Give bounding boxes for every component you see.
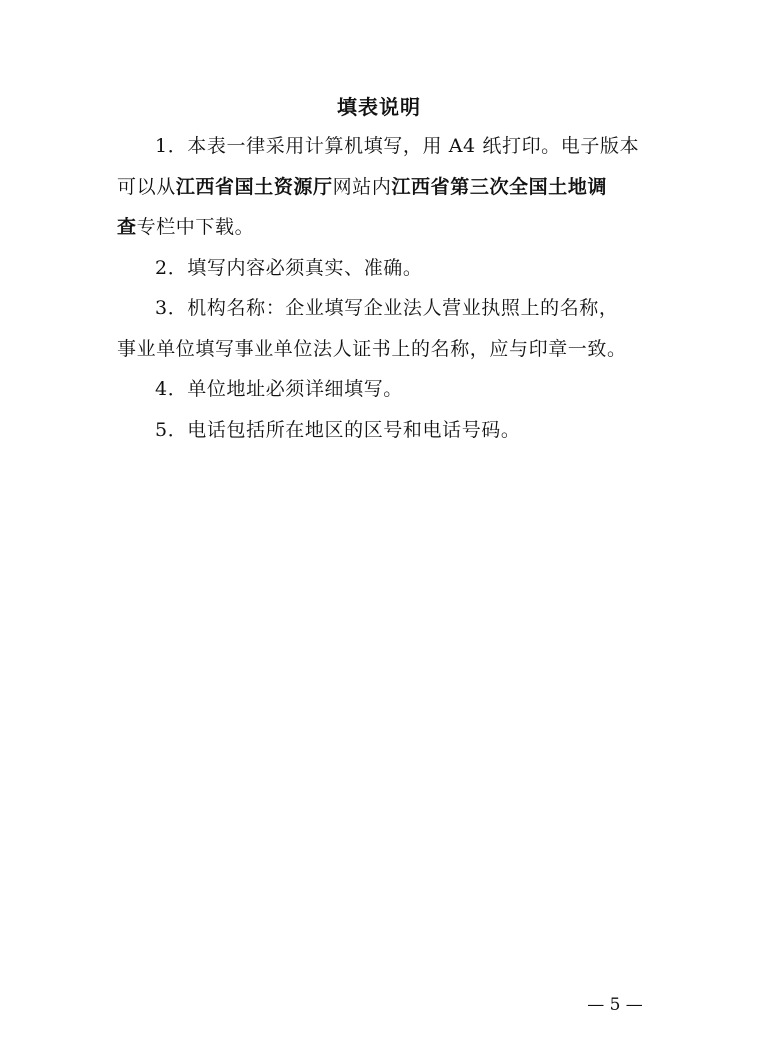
instruction-item-5: 5．电话包括所在地区的区号和电话号码。 [155,418,521,441]
survey-name-bold: 江西省第三次全国土地调 [391,175,608,198]
instruction-item-3-line-2: 事业单位填写事业单位法人证书上的名称，应与印章一致。 [117,337,627,360]
instruction-item-1 [117,126,647,248]
instruction-item-1-line-1: 1．本表一律采用计算机填写，用 A4 纸打印。电子版本 [155,135,640,157]
text-segment: 专栏中下载。 [136,216,255,238]
bureau-name-bold: 江西省国土资源厅 [175,175,333,198]
instruction-item-3 [117,288,647,369]
instruction-item-4: 4．单位地址必须详细填写。 [155,378,403,400]
instruction-item-1-line-2 [117,167,647,208]
instructions-body [117,126,647,450]
instruction-item-2: 2．填写内容必须真实、准确。 [155,256,423,279]
survey-name-bold-end: 查 [117,216,137,238]
instruction-item-3-line-1: 3．机构名称：企业填写企业法人营业执照上的名称， [155,297,619,319]
document-title: 填表说明 [337,95,421,119]
instruction-item-1-line-3 [117,207,647,248]
text-segment: 可以从 [117,175,176,198]
text-segment: 网站内 [332,175,392,198]
page-number: — 5 — [587,995,643,1015]
